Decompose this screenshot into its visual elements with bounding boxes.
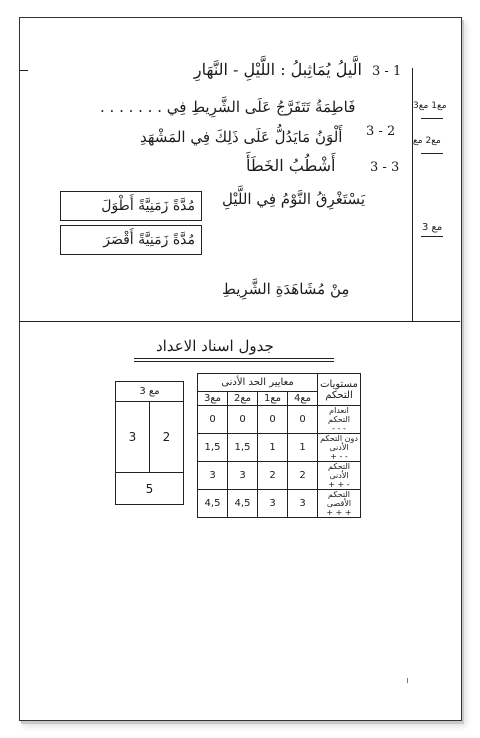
q3-line: أَشْطُبُ الخَطَأَ [246, 156, 336, 175]
table-title: جدول اسناد الاعداد [156, 337, 274, 355]
cell: 0 [198, 406, 228, 434]
cell: 3 [288, 490, 318, 518]
cell: 0 [258, 406, 288, 434]
sub-header-1: مع1 [258, 392, 288, 406]
margin-underline-3 [421, 236, 443, 237]
cell: 2 [288, 462, 318, 490]
header-levels: مستويات التحكم [318, 374, 361, 406]
table-row [198, 406, 361, 434]
summary-left: 3 [116, 402, 150, 473]
row-signs: - - - [332, 424, 346, 433]
cell: 4,5 [228, 490, 258, 518]
table-row [198, 490, 361, 518]
row-signs: - - + [330, 452, 348, 461]
margin-mark-2: مع2 مع [413, 136, 441, 146]
cell: 1 [288, 434, 318, 462]
cell: 3 [258, 490, 288, 518]
row-level: انعدام التحكم [328, 406, 350, 424]
summary-header: مع 3 [116, 382, 184, 402]
cell: 2 [258, 462, 288, 490]
worksheet-page [19, 17, 462, 721]
q1-line1: الَّيلُ يُمَاثِبلُ : اللَّيْلِ - النَّهَارِ [193, 60, 362, 79]
cell: 4,5 [198, 490, 228, 518]
q2-line: أَلْوَنُ مَايَدُلُّ عَلَى ذَلِكَ فِي المَشْهَدِ [140, 128, 343, 146]
row-level: دون التحكم الأدنى [320, 434, 358, 452]
title-underline [134, 358, 334, 359]
q1-line2: فَاطِمَةُ تَتَفَرَّجُ عَلَى الشَّرِيطِ فِي . . . . . . . [100, 98, 356, 116]
q1-label: 1 - 3 [372, 64, 402, 79]
option-box-long: مُدَّةً زَمَنِيَّةً أَطْوَلَ [60, 191, 202, 221]
summary-right: 2 [149, 402, 183, 473]
sub-header-3: مع3 [198, 392, 228, 406]
section-separator [19, 321, 460, 322]
margin-mark-3: مع 3 [422, 222, 443, 233]
sub-header-2: مع2 [228, 392, 258, 406]
row-level: التحكم الأدنى [328, 462, 350, 480]
row-signs: + + + [326, 508, 352, 517]
summary-total: 5 [116, 473, 184, 505]
option-box-short: مُدَّةً زَمَنِيَّةً أَقْصَرَ [60, 225, 202, 255]
corner-mark [407, 678, 411, 683]
header-criteria: معايير الحد الأدنى [198, 374, 318, 392]
summary-table [115, 381, 184, 505]
row-level: التحكم الأقصى [326, 490, 352, 508]
margin-mark-1: مع1 مع3 [413, 101, 447, 111]
margin-underline-2 [421, 153, 443, 154]
q4-line: مِنْ مُشَاهَدَةِ الشَّرِيطِ [222, 280, 350, 298]
q2-label: 2 - 3 [366, 124, 396, 139]
left-tick [19, 70, 28, 71]
row-signs: - + + [328, 480, 350, 489]
cell: 1,5 [228, 434, 258, 462]
q3-label: 3 - 3 [370, 160, 400, 175]
cell: 0 [288, 406, 318, 434]
cell: 3 [228, 462, 258, 490]
margin-underline-1 [421, 118, 443, 119]
header-m4: مع4 [288, 392, 318, 406]
cell: 3 [198, 462, 228, 490]
q3-sentence: يَسْتَغْرِقُ النَّوْمُ فِي اللَّيْلِ [222, 190, 366, 208]
cell: 1,5 [198, 434, 228, 462]
cell: 0 [228, 406, 258, 434]
table-row [198, 462, 361, 490]
cell: 1 [258, 434, 288, 462]
title-underline-2 [134, 361, 334, 362]
grading-grid [197, 373, 361, 518]
table-row [198, 434, 361, 462]
